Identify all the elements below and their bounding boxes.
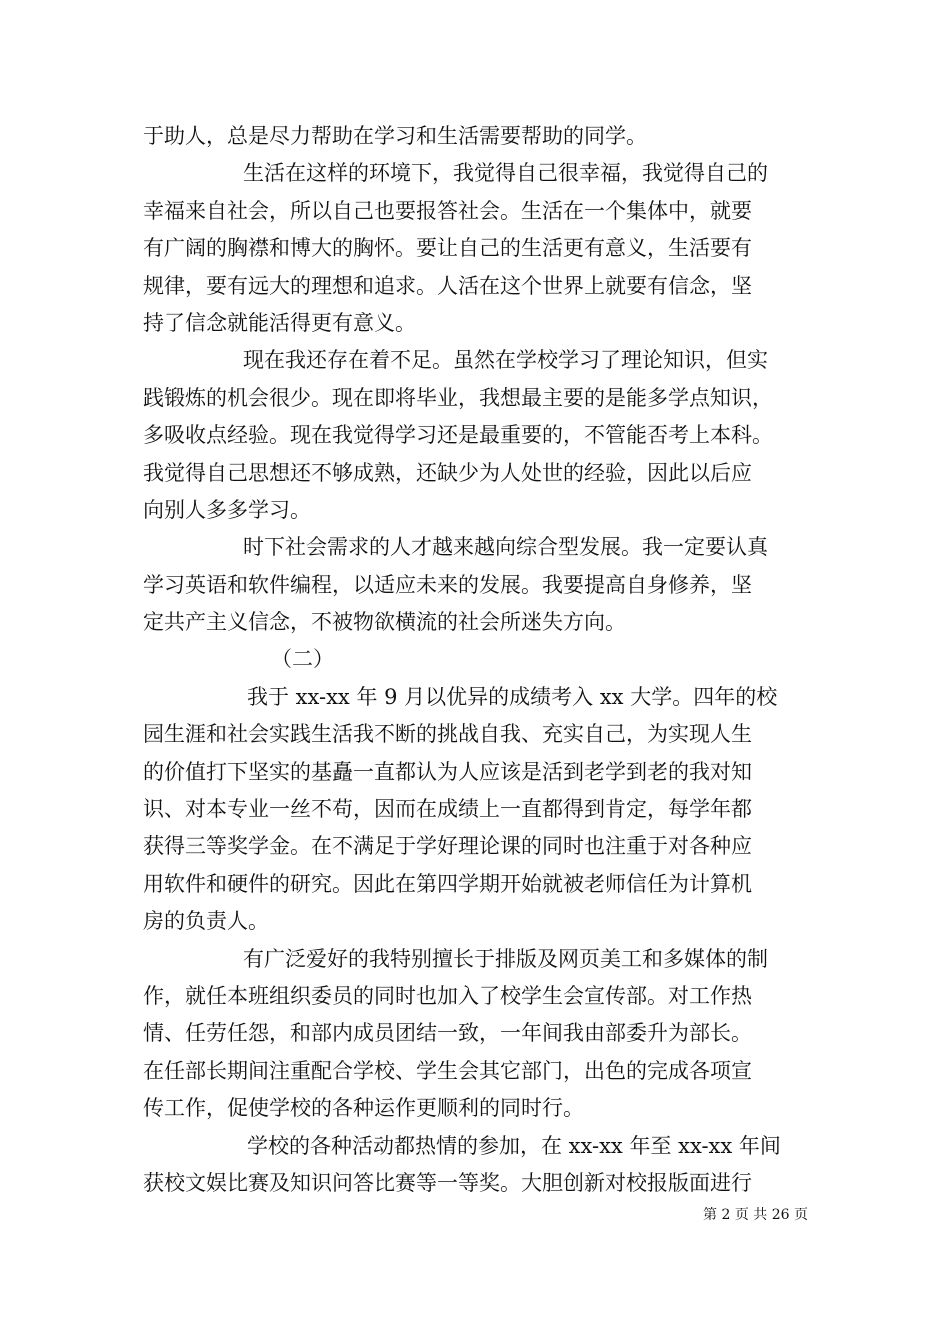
text-line: 房的负责人。 bbox=[143, 909, 269, 934]
page-number-footer: 第 2 页 共 26 页 bbox=[703, 1207, 808, 1223]
text-line: 幸福来自社会，所以自己也要报答社会。生活在一个集体中，就要 bbox=[143, 198, 752, 223]
text-line: 向别人多多学习。 bbox=[143, 497, 311, 522]
text-line: 有广阔的胸襟和博大的胸怀。要让自己的生活更有意义，生活要有 bbox=[143, 236, 752, 261]
text-line: 情、任劳任怨，和部内成员团结一致，一年间我由部委升为部长。 bbox=[143, 1021, 752, 1046]
text-line: 我觉得自己思想还不够成熟，还缺少为人处世的经验，因此以后应 bbox=[143, 460, 752, 485]
text-line: 我于 xx-xx 年 9 月以优异的成绩考入 xx 大学。四年的校 bbox=[247, 684, 778, 709]
text-line: 持了信念就能活得更有意义。 bbox=[143, 310, 416, 335]
text-line: 园生涯和社会实践生活我不断的挑战自我、充实自己，为实现人生 bbox=[143, 722, 752, 747]
text-line: 获得三等奖学金。在不满足于学好理论课的同时也注重于对各种应 bbox=[143, 834, 752, 859]
text-line: 学校的各种活动都热情的参加，在 xx-xx 年至 xx-xx 年间 bbox=[247, 1133, 781, 1158]
text-line: 的价值打下坚实的基矗一直都认为人应该是活到老学到老的我对知 bbox=[143, 759, 752, 784]
text-line: 识、对本专业一丝不苟，因而在成绩上一直都得到肯定，每学年都 bbox=[143, 797, 752, 822]
text-line: 多吸收点经验。现在我觉得学习还是最重要的，不管能否考上本科。 bbox=[143, 423, 773, 448]
text-line: 现在我还存在着不足。虽然在学校学习了理论知识，但实 bbox=[243, 348, 768, 373]
text-line: 规律，要有远大的理想和追求。人活在这个世界上就要有信念，坚 bbox=[143, 273, 752, 298]
text-line: 有广泛爱好的我特别擅长于排版及网页美工和多媒体的制 bbox=[243, 946, 768, 971]
text-line: 在任部长期间注重配合学校、学生会其它部门，出色的完成各项宣 bbox=[143, 1058, 752, 1083]
section-heading: （二） bbox=[271, 647, 334, 672]
body-text bbox=[143, 118, 808, 1202]
text-line: 用软件和硬件的研究。因此在第四学期开始就被老师信任为计算机 bbox=[143, 871, 752, 896]
text-line: 于助人，总是尽力帮助在学习和生活需要帮助的同学。 bbox=[143, 124, 647, 148]
text-line: 传工作，促使学校的各种运作更顺利的同时行。 bbox=[143, 1096, 584, 1121]
text-line: 生活在这样的环境下，我觉得自己很幸福，我觉得自己的 bbox=[243, 161, 768, 186]
text-line: 学习英语和软件编程，以适应未来的发展。我要提高自身修养，坚 bbox=[143, 572, 752, 597]
text-line: 获校文娱比赛及知识问答比赛等一等奖。大胆创新对校报版面进行 bbox=[143, 1170, 752, 1195]
text-line: 时下社会需求的人才越来越向综合型发展。我一定要认真 bbox=[243, 535, 768, 560]
text-line: 践锻炼的机会很少。现在即将毕业，我想最主要的是能多学点知识， bbox=[143, 385, 773, 410]
text-line: 作，就任本班组织委员的同时也加入了校学生会宣传部。对工作热 bbox=[143, 983, 752, 1008]
text-line: 定共产主义信念，不被物欲横流的社会所迷失方向。 bbox=[143, 610, 626, 635]
